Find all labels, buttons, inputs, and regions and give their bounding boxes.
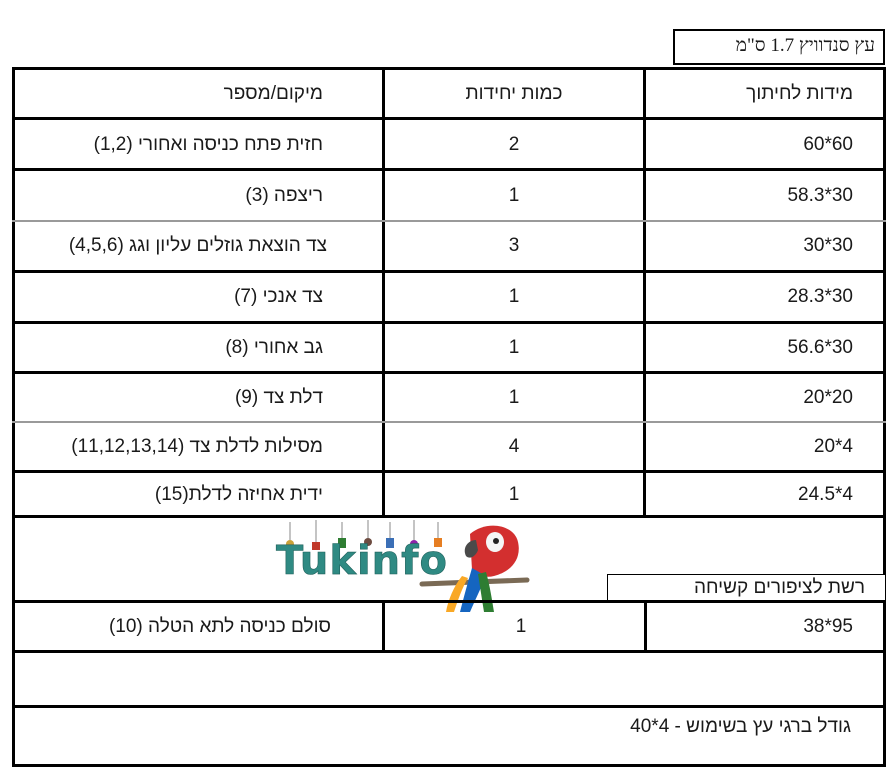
table-row-location: ידית אחיזה לדלת(15) xyxy=(154,484,323,505)
table-row-location: גב אחורי (8) xyxy=(225,336,323,358)
table-row-location: מסילות לדלת צד (11,12,13,14) xyxy=(71,435,323,457)
netting-row-dimensions: 95*38 xyxy=(803,615,853,637)
table-row-dimensions: 30*56.6 xyxy=(787,336,853,358)
table-row-location: חזית פתח כניסה ואחורי (1,2) xyxy=(93,133,323,155)
netting-label: רשת לציפורים קשיחה xyxy=(607,574,885,601)
table-row-quantity: 1 xyxy=(508,386,520,408)
header-location: מיקום/מספר xyxy=(223,83,323,104)
table-row-quantity: 3 xyxy=(508,235,520,256)
table-row-location: צד אנכי (7) xyxy=(234,286,323,307)
table-row-location: ריצפה (3) xyxy=(245,184,323,206)
netting-row-quantity: 1 xyxy=(515,615,527,637)
netting-row-location: סולם כניסה לתא הטלה (10) xyxy=(108,615,331,637)
table-row-quantity: 1 xyxy=(508,336,520,358)
table-row-quantity: 1 xyxy=(508,484,520,505)
table-row-quantity: 1 xyxy=(508,286,520,307)
table-row-dimensions: 20*20 xyxy=(803,386,853,408)
logo-text: Tukinfo xyxy=(276,538,449,584)
table-row-dimensions: 60*60 xyxy=(803,133,853,155)
table-row-location: דלת צד (9) xyxy=(234,386,323,408)
table-row-dimensions: 4*20 xyxy=(813,435,853,457)
table-row-dimensions: 30*30 xyxy=(803,235,853,256)
footer-note: גודל ברגי עץ בשימוש - 4*40 xyxy=(630,716,851,737)
table-row-quantity: 1 xyxy=(508,184,520,206)
header-dimensions: מידות לחיתוך xyxy=(746,83,853,104)
row-divider xyxy=(12,650,886,653)
title-box: עץ סנדוויץ 1.7 ס"מ xyxy=(673,29,885,65)
table-row-dimensions: 30*28.3 xyxy=(787,286,853,307)
table-row-quantity: 4 xyxy=(508,435,520,457)
table-row-dimensions: 30*58.3 xyxy=(787,184,853,206)
table-row-quantity: 2 xyxy=(508,133,520,155)
table-row-location: צד הוצאת גוזלים עליון וגג (4,5,6) xyxy=(68,235,327,256)
header-quantity: כמות יחידות xyxy=(465,83,563,104)
table-row-dimensions: 4*24.5 xyxy=(798,484,853,505)
